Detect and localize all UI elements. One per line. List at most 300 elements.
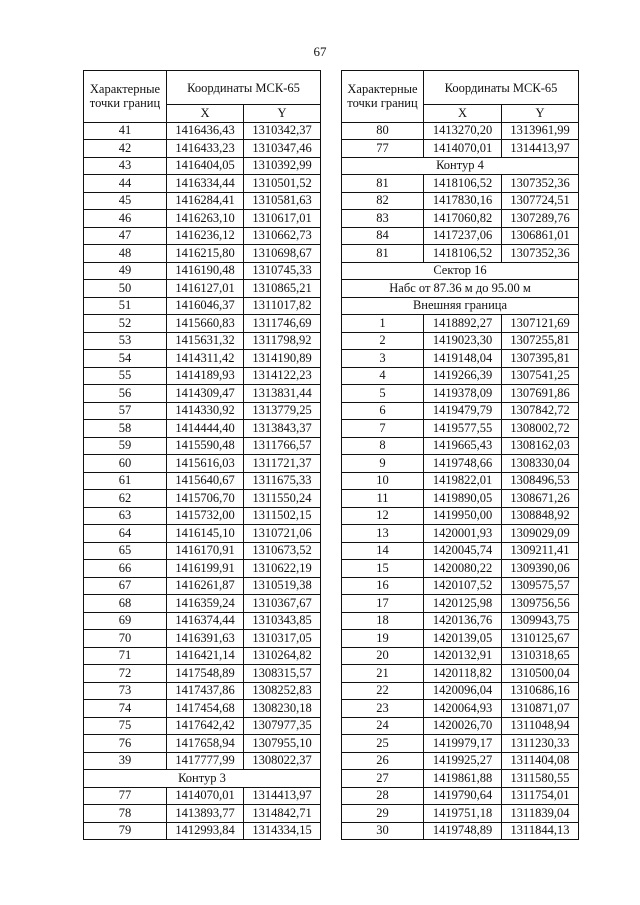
- point-number: 27: [342, 770, 424, 788]
- table-row: [342, 175, 579, 193]
- table-row: [342, 665, 579, 683]
- point-number: 45: [84, 192, 167, 210]
- point-number: 5: [342, 385, 424, 403]
- y-coordinate: 1311502,15: [244, 507, 321, 525]
- y-coordinate: 1308671,26: [502, 490, 579, 508]
- x-coordinate: 1420080,22: [424, 560, 502, 578]
- x-coordinate: 1419479,79: [424, 402, 502, 420]
- section-title: Контур 4: [342, 157, 579, 175]
- point-number: 21: [342, 665, 424, 683]
- y-coordinate: 1314334,15: [244, 822, 321, 840]
- y-coordinate: 1308330,04: [502, 455, 579, 473]
- x-coordinate: 1414330,92: [167, 402, 244, 420]
- table-row: [84, 560, 321, 578]
- y-coordinate: 1313831,44: [244, 385, 321, 403]
- point-number: 17: [342, 595, 424, 613]
- section-title: Внешняя граница: [342, 297, 579, 315]
- x-coordinate: 1414444,40: [167, 420, 244, 438]
- point-number: 63: [84, 507, 167, 525]
- x-coordinate: 1413270,20: [424, 122, 502, 140]
- table-row: [84, 752, 321, 770]
- point-number: 73: [84, 682, 167, 700]
- table-row: [84, 612, 321, 630]
- table-row: [84, 420, 321, 438]
- y-coordinate: 1307255,81: [502, 332, 579, 350]
- table-body-left: [84, 122, 321, 840]
- x-coordinate: 1420132,91: [424, 647, 502, 665]
- point-number: 28: [342, 787, 424, 805]
- point-number: 72: [84, 665, 167, 683]
- y-coordinate: 1311404,08: [502, 752, 579, 770]
- point-number: 68: [84, 595, 167, 613]
- y-coordinate: 1307842,72: [502, 402, 579, 420]
- y-coordinate: 1307121,69: [502, 315, 579, 333]
- table-row: [84, 717, 321, 735]
- table-row: [84, 157, 321, 175]
- x-coordinate: 1420026,70: [424, 717, 502, 735]
- page-number: 67: [313, 44, 327, 59]
- point-number: 41: [84, 122, 167, 140]
- table-row: [84, 472, 321, 490]
- table-row: [342, 210, 579, 228]
- x-coordinate: 1418106,52: [424, 245, 502, 263]
- y-coordinate: 1310501,52: [244, 175, 321, 193]
- x-coordinate: 1415706,70: [167, 490, 244, 508]
- x-coordinate: 1415631,32: [167, 332, 244, 350]
- y-coordinate: 1310342,37: [244, 122, 321, 140]
- y-coordinate: 1310500,04: [502, 665, 579, 683]
- table-row: [342, 630, 579, 648]
- table-row: [342, 717, 579, 735]
- y-coordinate: 1310367,67: [244, 595, 321, 613]
- table-row: [84, 647, 321, 665]
- table-row: [342, 805, 579, 823]
- header-y: Y: [502, 105, 579, 123]
- table-row: [84, 367, 321, 385]
- table-row: [84, 402, 321, 420]
- table-row: [84, 175, 321, 193]
- table-row: [342, 227, 579, 245]
- table-row: [342, 735, 579, 753]
- point-number: 76: [84, 735, 167, 753]
- table-row: [84, 262, 321, 280]
- point-number: 57: [84, 402, 167, 420]
- y-coordinate: 1309575,57: [502, 577, 579, 595]
- y-coordinate: 1309029,09: [502, 525, 579, 543]
- y-coordinate: 1313779,25: [244, 402, 321, 420]
- y-coordinate: 1311230,33: [502, 735, 579, 753]
- y-coordinate: 1310125,67: [502, 630, 579, 648]
- table-row: [342, 770, 579, 788]
- y-coordinate: 1309390,06: [502, 560, 579, 578]
- y-coordinate: 1310318,65: [502, 647, 579, 665]
- table-row: [84, 577, 321, 595]
- x-coordinate: 1415732,00: [167, 507, 244, 525]
- header-y: Y: [244, 105, 321, 123]
- x-coordinate: 1416284,41: [167, 192, 244, 210]
- y-coordinate: 1307395,81: [502, 350, 579, 368]
- point-number: 65: [84, 542, 167, 560]
- x-coordinate: 1417830,16: [424, 192, 502, 210]
- y-coordinate: 1311721,37: [244, 455, 321, 473]
- x-coordinate: 1420001,93: [424, 525, 502, 543]
- point-number: 71: [84, 647, 167, 665]
- table-row: [84, 542, 321, 560]
- table-row: [342, 595, 579, 613]
- y-coordinate: 1310686,16: [502, 682, 579, 700]
- x-coordinate: 1416170,91: [167, 542, 244, 560]
- y-coordinate: 1314842,71: [244, 805, 321, 823]
- table-row: [84, 787, 321, 805]
- point-number: 55: [84, 367, 167, 385]
- table-row: [342, 122, 579, 140]
- y-coordinate: 1310662,73: [244, 227, 321, 245]
- point-number: 30: [342, 822, 424, 840]
- table-row: [342, 787, 579, 805]
- x-coordinate: 1415640,67: [167, 472, 244, 490]
- x-coordinate: 1412993,84: [167, 822, 244, 840]
- table-row: [84, 437, 321, 455]
- x-coordinate: 1419748,89: [424, 822, 502, 840]
- table-row: [342, 350, 579, 368]
- point-number: 56: [84, 385, 167, 403]
- x-coordinate: 1419861,88: [424, 770, 502, 788]
- table-row: [342, 402, 579, 420]
- y-coordinate: 1306861,01: [502, 227, 579, 245]
- y-coordinate: 1311017,82: [244, 297, 321, 315]
- point-number: 26: [342, 752, 424, 770]
- y-coordinate: 1308848,92: [502, 507, 579, 525]
- x-coordinate: 1417548,89: [167, 665, 244, 683]
- y-coordinate: 1310871,07: [502, 700, 579, 718]
- point-number: 78: [84, 805, 167, 823]
- y-coordinate: 1307352,36: [502, 245, 579, 263]
- point-number: 74: [84, 700, 167, 718]
- x-coordinate: 1419148,04: [424, 350, 502, 368]
- point-number: 23: [342, 700, 424, 718]
- y-coordinate: 1311754,01: [502, 787, 579, 805]
- table-row: [84, 315, 321, 333]
- y-coordinate: 1310581,63: [244, 192, 321, 210]
- point-number: 3: [342, 350, 424, 368]
- table-row: [342, 437, 579, 455]
- y-coordinate: 1308162,03: [502, 437, 579, 455]
- table-row: [342, 647, 579, 665]
- point-number: 83: [342, 210, 424, 228]
- table-row: [84, 280, 321, 298]
- point-number: 2: [342, 332, 424, 350]
- x-coordinate: 1416127,01: [167, 280, 244, 298]
- point-number: 11: [342, 490, 424, 508]
- point-number: 6: [342, 402, 424, 420]
- table-row: [84, 210, 321, 228]
- point-number: 77: [342, 140, 424, 158]
- point-number: 47: [84, 227, 167, 245]
- table-row: [342, 752, 579, 770]
- x-coordinate: 1417060,82: [424, 210, 502, 228]
- section-row: [342, 280, 579, 298]
- x-coordinate: 1416145,10: [167, 525, 244, 543]
- section-title: Контур 3: [84, 770, 321, 788]
- table-row: [342, 560, 579, 578]
- x-coordinate: 1419751,18: [424, 805, 502, 823]
- point-number: 16: [342, 577, 424, 595]
- point-number: 1: [342, 315, 424, 333]
- y-coordinate: 1310698,67: [244, 245, 321, 263]
- y-coordinate: 1307724,51: [502, 192, 579, 210]
- table-row: [84, 735, 321, 753]
- table-row: [342, 472, 579, 490]
- point-number: 22: [342, 682, 424, 700]
- table-row: [342, 140, 579, 158]
- point-number: 29: [342, 805, 424, 823]
- x-coordinate: 1419023,30: [424, 332, 502, 350]
- y-coordinate: 1314122,23: [244, 367, 321, 385]
- x-coordinate: 1416190,48: [167, 262, 244, 280]
- point-number: 49: [84, 262, 167, 280]
- x-coordinate: 1416334,44: [167, 175, 244, 193]
- point-number: 25: [342, 735, 424, 753]
- y-coordinate: 1311844,13: [502, 822, 579, 840]
- x-coordinate: 1416391,63: [167, 630, 244, 648]
- y-coordinate: 1310347,46: [244, 140, 321, 158]
- x-coordinate: 1416199,91: [167, 560, 244, 578]
- point-number: 80: [342, 122, 424, 140]
- x-coordinate: 1417454,68: [167, 700, 244, 718]
- y-coordinate: 1310343,85: [244, 612, 321, 630]
- x-coordinate: 1419577,55: [424, 420, 502, 438]
- table-row: [342, 577, 579, 595]
- x-coordinate: 1414189,93: [167, 367, 244, 385]
- y-coordinate: 1310673,52: [244, 542, 321, 560]
- table-row: [84, 630, 321, 648]
- x-coordinate: 1415616,03: [167, 455, 244, 473]
- table-row: [84, 700, 321, 718]
- x-coordinate: 1416261,87: [167, 577, 244, 595]
- header-coordinates: Координаты МСК-65: [424, 71, 579, 105]
- section-row: [342, 297, 579, 315]
- table-row: [342, 700, 579, 718]
- point-number: 24: [342, 717, 424, 735]
- table-row: [84, 140, 321, 158]
- x-coordinate: 1419665,43: [424, 437, 502, 455]
- table-row: [84, 385, 321, 403]
- x-coordinate: 1420136,76: [424, 612, 502, 630]
- y-coordinate: 1308315,57: [244, 665, 321, 683]
- y-coordinate: 1311550,24: [244, 490, 321, 508]
- y-coordinate: 1310519,38: [244, 577, 321, 595]
- y-coordinate: 1308230,18: [244, 700, 321, 718]
- x-coordinate: 1419266,39: [424, 367, 502, 385]
- point-number: 81: [342, 245, 424, 263]
- section-title: Сектор 16: [342, 262, 579, 280]
- point-number: 13: [342, 525, 424, 543]
- x-coordinate: 1417437,86: [167, 682, 244, 700]
- point-number: 19: [342, 630, 424, 648]
- point-number: 39: [84, 752, 167, 770]
- x-coordinate: 1417777,99: [167, 752, 244, 770]
- point-number: 77: [84, 787, 167, 805]
- y-coordinate: 1310622,19: [244, 560, 321, 578]
- y-coordinate: 1310392,99: [244, 157, 321, 175]
- y-coordinate: 1310721,06: [244, 525, 321, 543]
- y-coordinate: 1307352,36: [502, 175, 579, 193]
- x-coordinate: 1419950,00: [424, 507, 502, 525]
- header-points: Характерные точки границ: [84, 71, 167, 123]
- point-number: 61: [84, 472, 167, 490]
- y-coordinate: 1309943,75: [502, 612, 579, 630]
- table-row: [84, 192, 321, 210]
- y-coordinate: 1310617,01: [244, 210, 321, 228]
- x-coordinate: 1416404,05: [167, 157, 244, 175]
- point-number: 70: [84, 630, 167, 648]
- x-coordinate: 1416359,24: [167, 595, 244, 613]
- point-number: 52: [84, 315, 167, 333]
- table-row: [342, 490, 579, 508]
- y-coordinate: 1307977,35: [244, 717, 321, 735]
- table-row: [84, 822, 321, 840]
- table-row: [84, 507, 321, 525]
- table-row: [342, 542, 579, 560]
- x-coordinate: 1419890,05: [424, 490, 502, 508]
- coordinates-table-left: [83, 70, 321, 840]
- point-number: 81: [342, 175, 424, 193]
- y-coordinate: 1309211,41: [502, 542, 579, 560]
- point-number: 69: [84, 612, 167, 630]
- table-row: [342, 525, 579, 543]
- y-coordinate: 1308496,53: [502, 472, 579, 490]
- x-coordinate: 1416046,37: [167, 297, 244, 315]
- point-number: 20: [342, 647, 424, 665]
- section-row: [342, 262, 579, 280]
- y-coordinate: 1311580,55: [502, 770, 579, 788]
- table-row: [84, 455, 321, 473]
- x-coordinate: 1419979,17: [424, 735, 502, 753]
- section-title: Набс от 87.36 м до 95.00 м: [342, 280, 579, 298]
- x-coordinate: 1419925,27: [424, 752, 502, 770]
- point-number: 43: [84, 157, 167, 175]
- y-coordinate: 1314413,97: [502, 140, 579, 158]
- point-number: 42: [84, 140, 167, 158]
- x-coordinate: 1416436,43: [167, 122, 244, 140]
- point-number: 62: [84, 490, 167, 508]
- x-coordinate: 1415660,83: [167, 315, 244, 333]
- point-number: 9: [342, 455, 424, 473]
- table-row: [342, 192, 579, 210]
- table-row: [84, 490, 321, 508]
- point-number: 53: [84, 332, 167, 350]
- point-number: 66: [84, 560, 167, 578]
- table-body-right: [342, 122, 579, 840]
- y-coordinate: 1308002,72: [502, 420, 579, 438]
- table-row: [342, 682, 579, 700]
- point-number: 14: [342, 542, 424, 560]
- point-number: 50: [84, 280, 167, 298]
- table-row: [342, 332, 579, 350]
- coordinates-table-right: [341, 70, 579, 840]
- x-coordinate: 1419748,66: [424, 455, 502, 473]
- x-coordinate: 1419822,01: [424, 472, 502, 490]
- y-coordinate: 1307541,25: [502, 367, 579, 385]
- point-number: 46: [84, 210, 167, 228]
- x-coordinate: 1420045,74: [424, 542, 502, 560]
- x-coordinate: 1414309,47: [167, 385, 244, 403]
- y-coordinate: 1307691,86: [502, 385, 579, 403]
- y-coordinate: 1307955,10: [244, 735, 321, 753]
- table-row: [84, 245, 321, 263]
- header-coordinates: Координаты МСК-65: [167, 71, 321, 105]
- point-number: 64: [84, 525, 167, 543]
- table-row: [342, 612, 579, 630]
- x-coordinate: 1416421,14: [167, 647, 244, 665]
- table-row: [84, 350, 321, 368]
- point-number: 82: [342, 192, 424, 210]
- table-row: [84, 525, 321, 543]
- x-coordinate: 1414070,01: [167, 787, 244, 805]
- header-points: Характерные точки границ: [342, 71, 424, 123]
- point-number: 54: [84, 350, 167, 368]
- x-coordinate: 1420107,52: [424, 577, 502, 595]
- y-coordinate: 1308252,83: [244, 682, 321, 700]
- x-coordinate: 1420118,82: [424, 665, 502, 683]
- point-number: 8: [342, 437, 424, 455]
- y-coordinate: 1311048,94: [502, 717, 579, 735]
- point-number: 58: [84, 420, 167, 438]
- header-x: X: [167, 105, 244, 123]
- x-coordinate: 1417237,06: [424, 227, 502, 245]
- point-number: 84: [342, 227, 424, 245]
- table-row: [342, 367, 579, 385]
- x-coordinate: 1415590,48: [167, 437, 244, 455]
- table-row: [84, 297, 321, 315]
- table-row: [84, 682, 321, 700]
- table-row: [342, 385, 579, 403]
- y-coordinate: 1311746,69: [244, 315, 321, 333]
- y-coordinate: 1310264,82: [244, 647, 321, 665]
- y-coordinate: 1311675,33: [244, 472, 321, 490]
- x-coordinate: 1419378,09: [424, 385, 502, 403]
- x-coordinate: 1414070,01: [424, 140, 502, 158]
- point-number: 7: [342, 420, 424, 438]
- table-row: [84, 227, 321, 245]
- table-row: [84, 595, 321, 613]
- table-row: [342, 420, 579, 438]
- y-coordinate: 1308022,37: [244, 752, 321, 770]
- x-coordinate: 1418892,27: [424, 315, 502, 333]
- x-coordinate: 1417658,94: [167, 735, 244, 753]
- section-row: [342, 157, 579, 175]
- table-row: [84, 665, 321, 683]
- y-coordinate: 1307289,76: [502, 210, 579, 228]
- y-coordinate: 1311839,04: [502, 805, 579, 823]
- y-coordinate: 1313961,99: [502, 122, 579, 140]
- x-coordinate: 1416433,23: [167, 140, 244, 158]
- point-number: 48: [84, 245, 167, 263]
- table-row: [84, 332, 321, 350]
- point-number: 75: [84, 717, 167, 735]
- x-coordinate: 1420125,98: [424, 595, 502, 613]
- x-coordinate: 1416236,12: [167, 227, 244, 245]
- y-coordinate: 1314190,89: [244, 350, 321, 368]
- table-row: [342, 315, 579, 333]
- x-coordinate: 1416263,10: [167, 210, 244, 228]
- x-coordinate: 1419790,64: [424, 787, 502, 805]
- x-coordinate: 1416374,44: [167, 612, 244, 630]
- x-coordinate: 1413893,77: [167, 805, 244, 823]
- section-row: [84, 770, 321, 788]
- point-number: 4: [342, 367, 424, 385]
- x-coordinate: 1418106,52: [424, 175, 502, 193]
